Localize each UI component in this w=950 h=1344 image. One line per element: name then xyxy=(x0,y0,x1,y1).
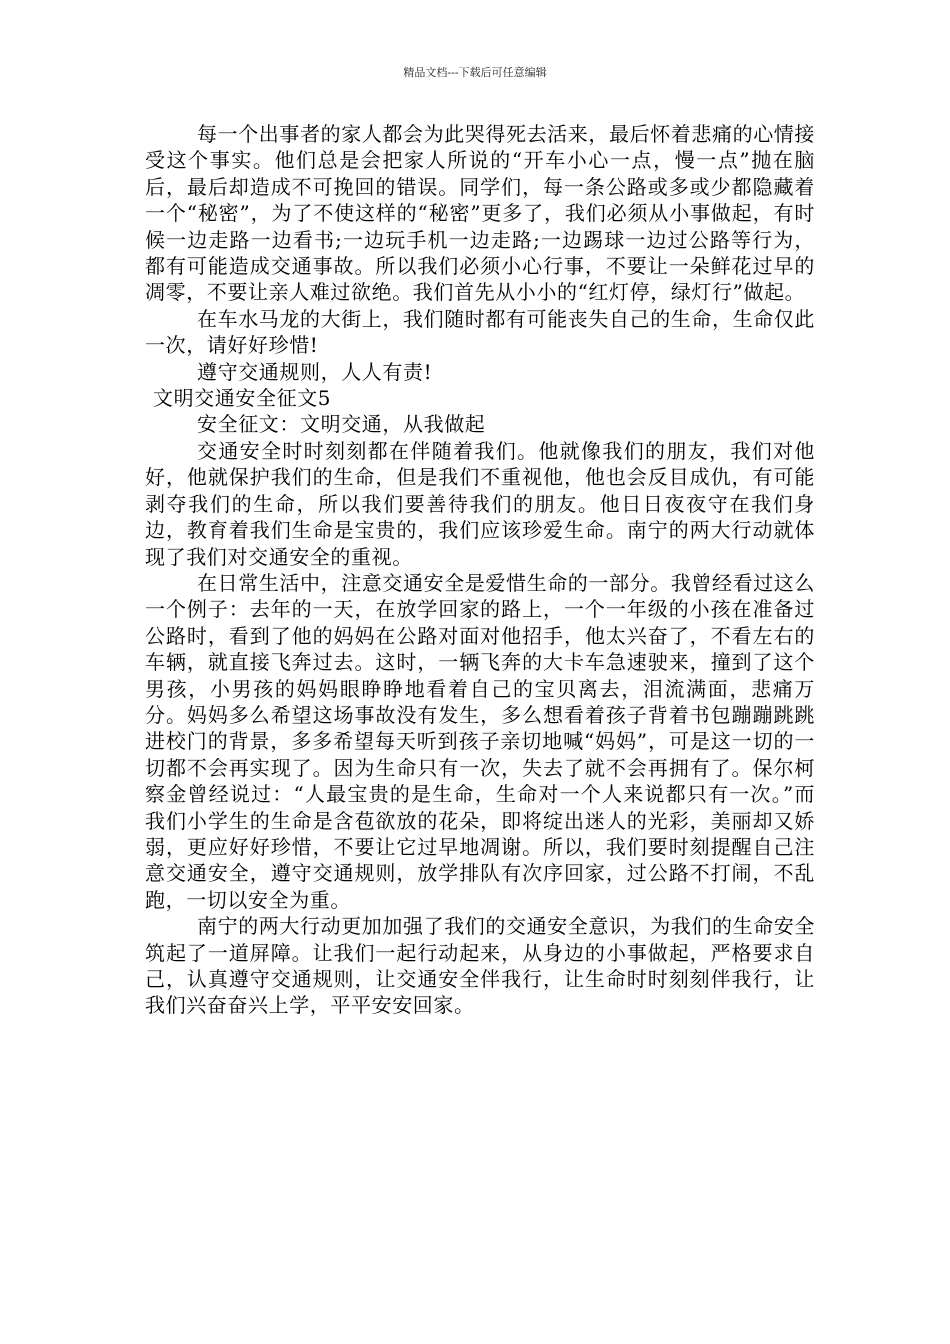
section-title: 文明交通安全征文5 xyxy=(153,386,332,411)
paragraph: 南宁的两大行动更加加强了我们的交通安全意识，为我们的生命安全筑起了一道屏障。让我们一起行动起来，从身边的小事做起，严格要求自己，认真遵守交通规则，让交通安全伴我行，让生命时时刻刻伴我行，让我们兴奋奋兴上学，平平安安回家。 xyxy=(145,914,815,1018)
paragraph: 交通安全时时刻刻都在伴随着我们。他就像我们的朋友，我们对他好，他就保护我们的生命，但是我们不重视他，他也会反目成仇，有可能剥夺我们的生命，所以我们要善待我们的朋友。他日日夜夜守在我们身边，教育着我们生命是宝贵的，我们应该珍爱生命。南宁的两大行动就体现了我们对交通安全的重视。 xyxy=(145,438,815,569)
paragraph: 在日常生活中，注意交通安全是爱惜生命的一部分。我曾经看过这么一个例子：去年的一天，在放学回家的路上，一个一年级的小孩在准备过公路时，看到了他的妈妈在公路对面对他招手，他太兴奋了，不看左右的车辆，就直接飞奔过去。这时，一辆飞奔的大卡车急速驶来，撞到了这个男孩，小男孩的妈妈眼睁睁地看着自己的宝贝离去，泪流满面，悲痛万分。妈妈多么希望这场事故没有发生，多么想看着孩子背着书包蹦蹦跳跳进校门的背景，多多希望每天听到孩子亲切地喊“妈妈”，可是这一切的一切都不会再实现了。因为生命只有一次，失去了就不会再拥有了。保尔柯察金曾经说过：“人最宝贵的是生命，生命对一个人来说都只有一次。”而我们小学生的生命是含苞欲放的花朵，即将绽出迷人的光彩，美丽却又娇弱，更应好好珍惜，不要让它过早地凋谢。所以，我们要时刻提醒自己注意交通安全，遵守交通规则，放学排队有次序回家，过公路不打闹，不乱跑，一切以安全为重。 xyxy=(145,570,815,912)
essay-subtitle: 安全征文：文明交通，从我做起 xyxy=(197,412,486,437)
paragraph: 在车水马龙的大街上，我们随时都有可能丧失自己的生命，生命仅此一次，请好好珍惜! xyxy=(145,306,815,358)
paragraph: 遵守交通规则，人人有责! xyxy=(197,359,433,384)
page-header: 精品文档---下载后可任意编辑 xyxy=(403,66,547,79)
document-body xyxy=(145,121,815,1019)
paragraph: 每一个出事者的家人都会为此哭得死去活来，最后怀着悲痛的心情接受这个事实。他们总是会把家人所说的“开车小心一点，慢一点”抛在脑后，最后却造成不可挽回的错误。同学们，每一条公路或多或少都隐藏着一个“秘密”，为了不使这样的“秘密”更多了，我们必须从小事做起，有时候一边走路一边看书;一边玩手机一边走路;一边踢球一边过公路等行为，都有可能造成交通事故。所以我们必须小心行事，不要让一朵鲜花过早的凋零，不要让亲人难过欲绝。我们首先从小小的“红灯停，绿灯行”做起。 xyxy=(145,122,815,305)
